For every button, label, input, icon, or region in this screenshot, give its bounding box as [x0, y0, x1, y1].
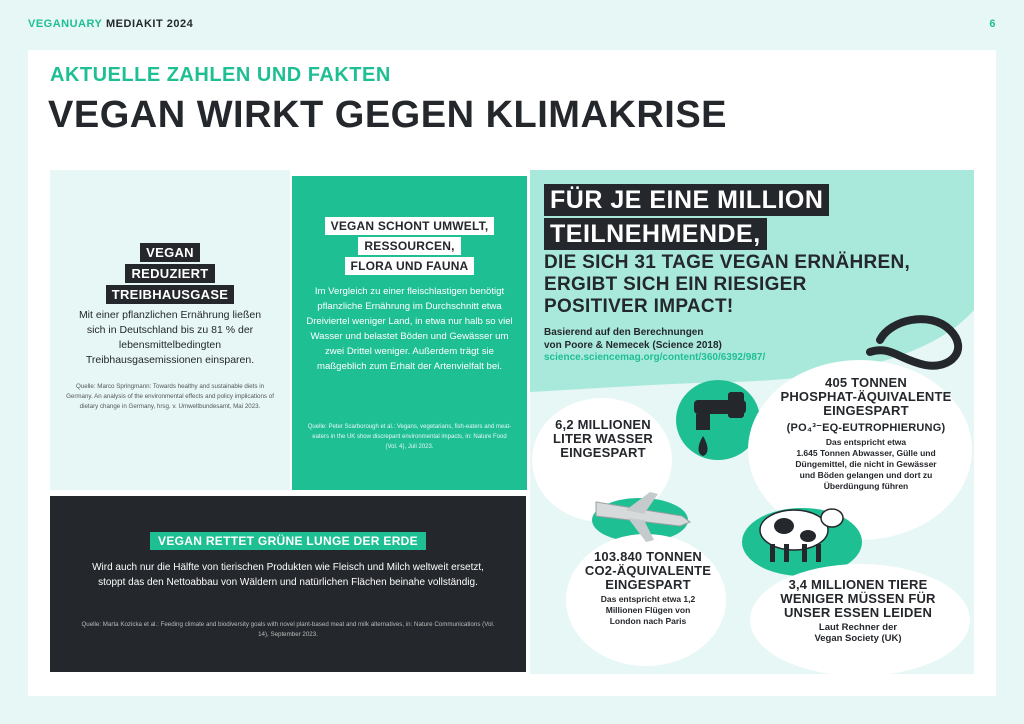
card-label: VEGAN RETTET GRÜNE LUNGE DER ERDE: [150, 532, 426, 550]
card-label: RESSOURCEN,: [358, 237, 460, 255]
page-number: 6: [989, 18, 996, 30]
card-label: REDUZIERT: [125, 264, 214, 283]
stat-detail: Das entspricht etwa: [825, 437, 907, 447]
card-body: Wird auch nur die Hälfte von tierischen Produkten wie Fleisch und Milch weltweit ersetzt, stoppt das den Nettoabbau von Wäldern und natürlichen Flächen beinahe vollständig.: [92, 562, 484, 588]
brand-name: VEGANUARY: [28, 18, 103, 30]
card-body: Im Vergleich zu einer fleischlastigen benötigt pflanzliche Ernährung im Durchschnitt etwa Dreiviertel weniger Land, in etwa nur halb so viel Wasser und belastet Böden und Gewässer um zwei Drittel weniger. Außerdem trägt sie maßgeblich zum Erhalt der Artenvielfalt bei.: [306, 286, 513, 372]
stat-value: UNSER ESSEN LEIDEN: [783, 605, 933, 620]
stat-water: [544, 418, 662, 460]
subheadline-line: POSITIVER IMPACT!: [544, 296, 734, 317]
card-label: TREIBHAUSGASE: [106, 285, 235, 304]
stat-co2: [570, 550, 726, 627]
stat-detail: Überdüngung führen: [823, 481, 909, 491]
headline-line: TEILNEHMENDE,: [544, 218, 767, 250]
card-labels: [50, 532, 526, 550]
card-environment: [292, 176, 527, 490]
stat-value: PHOSPHAT-ÄQUIVALENTE: [780, 389, 952, 404]
card-source: Quelle: Marta Kozicka et al.: Feeding climate and biodiversity goals with novel plant-based meat and milk alternatives, in: Nature Communications (Vol. 14), September 2023.: [81, 621, 495, 638]
card-source: Quelle: Peter Scarborough et al.: Vegans, vegetarians, fish-eaters and meat-eaters in the UK show discrepant environmental impacts, in: Nature Food (Vol. 4), Juli 2023.: [307, 424, 512, 450]
card-labels: [50, 242, 290, 305]
stat-value: EINGESPART: [823, 403, 909, 418]
calculation-basis: [544, 326, 722, 352]
card-body: Mit einer pflanzlichen Ernährung ließen sich in Deutschland bis zu 81 % der lebensmittelbedingten Treibhausgasemissionen einsparen.: [78, 309, 262, 366]
stat-value: 6,2 MILLIONEN: [555, 417, 651, 432]
card-greenhouse-gases: [50, 170, 290, 490]
stat-detail: Das entspricht etwa 1,2: [600, 594, 696, 604]
card-source: Quelle: Marco Springmann: Towards healthy and sustainable diets in Germany. An analysis of the environmental effects and policy implications of dietary change in Germany, hrsg. v. Umweltbundesamt, Mai 2023.: [66, 383, 274, 410]
impact-infographic: [530, 170, 974, 674]
stat-value: EINGESPART: [560, 445, 646, 460]
stat-detail: London nach Paris: [609, 616, 687, 626]
infographic-headline: [544, 184, 829, 252]
stat-value: WENIGER MÜSSEN FÜR: [780, 591, 936, 606]
source-link[interactable]: science.sciencemag.org/content/360/6392/987/: [544, 352, 766, 363]
card-green-lung: [50, 496, 526, 672]
basis-line: von Poore & Nemecek (Science 2018): [544, 340, 722, 351]
stat-value: (PO₄³⁻EQ-EUTROPHIERUNG): [786, 422, 946, 434]
stat-detail: Düngemittel, die nicht in Gewässer: [795, 459, 937, 469]
headline-line: FÜR JE EINE MILLION: [544, 184, 829, 216]
tap-blob: [676, 380, 760, 460]
content-grid: [50, 170, 974, 674]
stat-detail: Millionen Flügen von: [605, 605, 691, 615]
infographic-subheadline: [544, 252, 910, 318]
mediakit-label: MEDIAKIT 2024: [106, 18, 194, 30]
stat-value: 103.840 TONNEN: [593, 549, 703, 564]
section-kicker: AKTUELLE ZAHLEN UND FAKTEN: [50, 64, 391, 86]
card-label: VEGAN SCHONT UMWELT,: [325, 217, 495, 235]
page-sheet: [28, 50, 996, 696]
stat-value: 405 TONNEN: [825, 375, 907, 390]
page-title: VEGAN WIRKT GEGEN KLIMAKRISE: [48, 94, 728, 136]
stat-value: CO2-ÄQUIVALENTE: [584, 563, 712, 578]
stat-detail: 1.645 Tonnen Abwasser, Gülle und: [796, 448, 936, 458]
stat-detail: Vegan Society (UK): [814, 633, 902, 644]
stat-detail: Laut Rechner der: [818, 622, 898, 633]
basis-line: Basierend auf den Berechnungen: [544, 327, 704, 338]
stat-value: 3,4 MILLIONEN TIERE: [788, 577, 928, 592]
stat-phosphate: [768, 376, 964, 492]
card-labels: [292, 216, 527, 276]
stat-detail: und Böden gelangen und dort zu: [799, 470, 933, 480]
header-bar: [28, 18, 996, 38]
card-label: FLORA UND FAUNA: [345, 257, 475, 275]
subheadline-line: DIE SICH 31 TAGE VEGAN ERNÄHREN,: [544, 252, 911, 273]
stat-value: LITER WASSER: [553, 431, 653, 446]
subheadline-line: ERGIBT SICH EIN RIESIGER: [544, 274, 807, 295]
stat-animals: [758, 578, 958, 644]
stat-value: EINGESPART: [605, 577, 691, 592]
card-label: VEGAN: [140, 243, 200, 262]
